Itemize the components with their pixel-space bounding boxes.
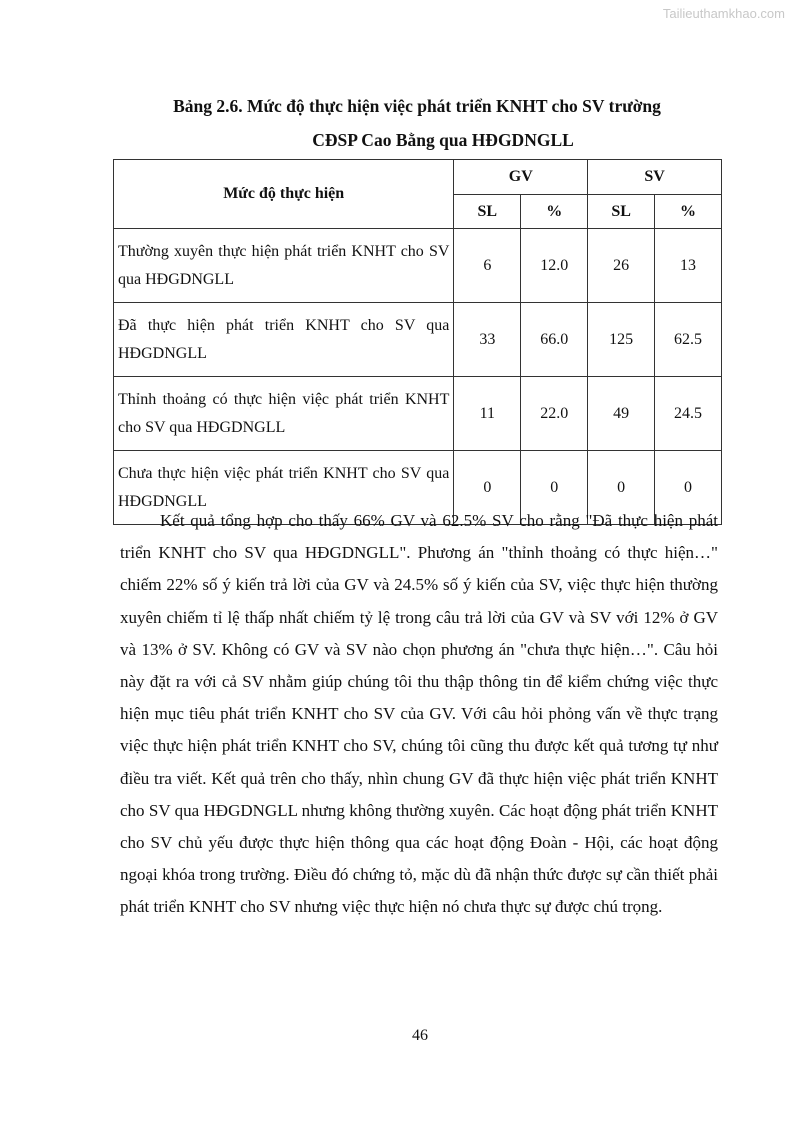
body-text bbox=[120, 505, 718, 924]
header-sv: SV bbox=[588, 160, 722, 195]
cell-sv-sl: 49 bbox=[588, 377, 655, 451]
cell-gv-sl: 33 bbox=[454, 303, 521, 377]
cell-sv-sl: 26 bbox=[588, 229, 655, 303]
cell-gv-pct: 22.0 bbox=[521, 377, 588, 451]
cell-sv-pct: 24.5 bbox=[655, 377, 722, 451]
row-label: Đã thực hiện phát triển KNHT cho SV qua HĐGDNGLL bbox=[114, 303, 454, 377]
header-gv-sl: SL bbox=[454, 195, 521, 229]
cell-gv-sl: 6 bbox=[454, 229, 521, 303]
header-gv: GV bbox=[454, 160, 588, 195]
cell-gv-sl: 11 bbox=[454, 377, 521, 451]
table-row bbox=[114, 377, 722, 451]
header-sv-sl: SL bbox=[588, 195, 655, 229]
body-paragraph: Kết quả tổng hợp cho thấy 66% GV và 62.5% SV cho rằng "Đã thực hiện phát triển KNHT cho SV qua HĐGDNGLL". Phương án "thỉnh thoảng có thực hiện…" chiếm 22% số ý kiến trả lời của GV và 24.5% số ý kiến của SV, việc thực hiện thường xuyên chiếm tỉ lệ thấp nhất chiếm tỷ lệ trong câu trả lời của GV và SV với 12% ở GV và 13% ở SV. Không có GV và SV nào chọn phương án "chưa thực hiện…". Câu hỏi này đặt ra với cả SV nhằm giúp chúng tôi thu thập thông tin để kiểm chứng việc thực hiện mục tiêu phát triển KNHT cho SV của GV. Với câu hỏi phỏng vấn về thực trạng việc thực hiện phát triển KNHT cho SV, chúng tôi cũng thu được kết quả tương tự như điều tra viết. Kết quả trên cho thấy, nhìn chung GV đã thực hiện việc phát triển KNHT cho SV qua HĐGDNGLL nhưng không thường xuyên. Các hoạt động phát triển KNHT cho SV chủ yếu được thực hiện thông qua các hoạt động Đoàn - Hội, các hoạt động ngoại khóa trong trường. Điều đó chứng tỏ, mặc dù đã nhận thức được sự cần thiết phải phát triển KNHT cho SV nhưng việc thực hiện nó chưa thực sự được chú trọng. bbox=[120, 511, 718, 917]
header-sv-pct: % bbox=[655, 195, 722, 229]
page-number: 46 bbox=[412, 1027, 428, 1044]
cell-sv-pct: 0 bbox=[655, 451, 722, 525]
cell-gv-sl: 0 bbox=[454, 451, 521, 525]
cell-sv-pct: 13 bbox=[655, 229, 722, 303]
header-gv-pct: % bbox=[521, 195, 588, 229]
table-row bbox=[114, 303, 722, 377]
table-row bbox=[114, 229, 722, 303]
row-label: Chưa thực hiện việc phát triển KNHT cho SV qua HĐGDNGLL bbox=[114, 451, 454, 525]
cell-sv-sl: 0 bbox=[588, 451, 655, 525]
cell-gv-pct: 0 bbox=[521, 451, 588, 525]
row-label: Thường xuyên thực hiện phát triển KNHT cho SV qua HĐGDNGLL bbox=[114, 229, 454, 303]
row-label: Thỉnh thoảng có thực hiện việc phát triển KNHT cho SV qua HĐGDNGLL bbox=[114, 377, 454, 451]
results-table bbox=[113, 159, 722, 525]
cell-sv-sl: 125 bbox=[588, 303, 655, 377]
watermark: Tailieuthamkhao.com bbox=[662, 6, 785, 21]
table-caption-line-2: CĐSP Cao Bằng qua HĐGDNGLL bbox=[312, 130, 574, 150]
cell-gv-pct: 66.0 bbox=[521, 303, 588, 377]
table-caption-line-1: Bảng 2.6. Mức độ thực hiện việc phát triển KNHT cho SV trường bbox=[173, 96, 661, 116]
cell-gv-pct: 12.0 bbox=[521, 229, 588, 303]
cell-sv-pct: 62.5 bbox=[655, 303, 722, 377]
header-level: Mức độ thực hiện bbox=[114, 160, 454, 229]
